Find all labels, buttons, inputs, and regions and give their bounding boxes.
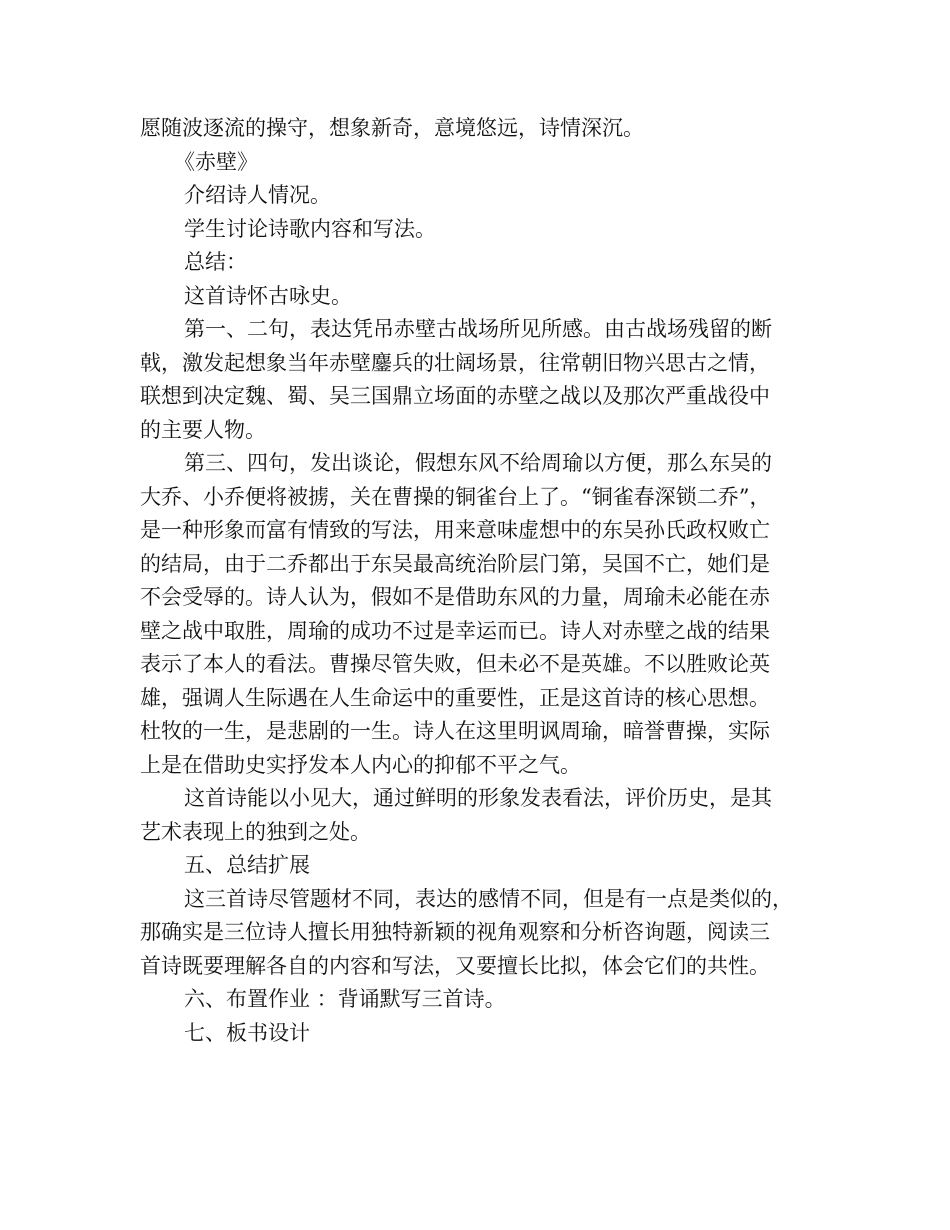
text-line: 雄，强调人生际遇在人生命运中的重要性，正是这首诗的核心思想。 <box>140 685 770 710</box>
document-body <box>140 112 820 1050</box>
text-line: 学生讨论诗歌内容和写法。 <box>184 216 436 241</box>
text-line: 的主要人物。 <box>140 417 266 442</box>
text-line: 大乔、小乔便将被掳，关在曹操的铜雀台上了。“铜雀春深锁二乔”， <box>140 484 771 509</box>
text-line: 那确实是三位诗人擅长用独特新颖的视角观察和分析咨询题，阅读三 <box>140 920 770 944</box>
text-line: 的结局，由于二乔都出于东吴最高统治阶层门第，吴国不亡，她们是 <box>140 551 770 576</box>
text-line: 不会受辱的。诗人认为，假如不是借助东风的力量，周瑜未必能在赤 <box>140 585 770 609</box>
text-line: 表示了本人的看法。曹操尽管失败，但未必不是英雄。不以胜败论英 <box>140 652 770 676</box>
text-line: 杜牧的一生，是悲剧的一生。诗人在这里明讽周瑜，暗誉曹操，实际 <box>140 719 770 743</box>
text-line: 首诗既要理解各自的内容和写法，又要擅长比拟，体会它们的共性。 <box>140 953 770 978</box>
text-line: 第三、四句，发出谈论，假想东风不给周瑜以方便，那么东吴的 <box>184 451 772 475</box>
section-heading: 七、板书设计 <box>184 1020 310 1045</box>
section-heading: 五、总结扩展 <box>184 853 310 877</box>
text-line: 愿随波逐流的操守，想象新奇，意境悠远，诗情深沉。 <box>140 116 644 140</box>
section-label: 总结： <box>184 250 247 274</box>
text-line: 这三首诗尽管题材不同，表达的感情不同，但是有一点是类似的， <box>184 886 793 911</box>
text-line: 戟，激发起想象当年赤壁鏖兵的壮阔场景，往常朝旧物兴思古之情， <box>140 350 770 375</box>
section-heading: 六、布置作业 ：背诵默写三首诗。 <box>184 987 506 1011</box>
text-line: 这首诗能以小见大，通过鲜明的形象发表看法，评价历史，是其 <box>184 786 772 810</box>
text-line: 是一种形象而富有情致的写法，用来意味虚想中的东吴孙氏政权败亡 <box>140 518 770 542</box>
text-line: 壁之战中取胜，周瑜的成功不过是幸运而已。诗人对赤壁之战的结果 <box>140 618 770 643</box>
text-line: 上是在借助史实抒发本人内心的抑郁不平之气。 <box>140 752 581 777</box>
text-line: 艺术表现上的独到之处。 <box>140 819 371 844</box>
text-line: 第一、二句，表达凭吊赤壁古战场所见所感。由古战场残留的断 <box>184 317 772 341</box>
text-line: 联想到决定魏、蜀、吴三国鼎立场面的赤壁之战以及那次严重战役中 <box>140 384 770 408</box>
text-line: 这首诗怀古咏史。 <box>184 283 352 308</box>
text-line: 介绍诗人情况。 <box>184 183 331 207</box>
poem-title: 《赤壁》 <box>174 149 258 174</box>
